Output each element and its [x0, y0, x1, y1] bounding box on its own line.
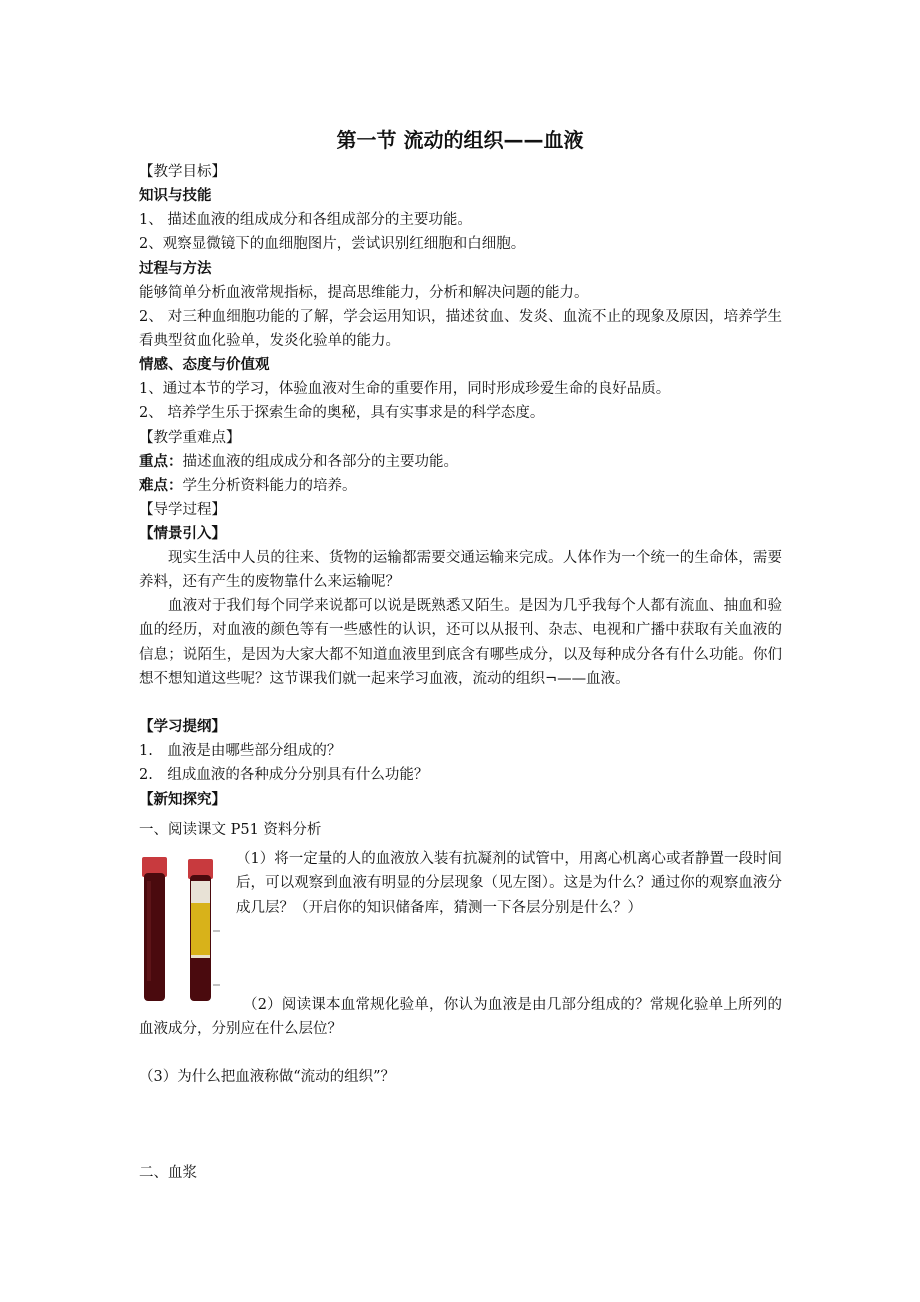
section-heading: 二、血浆: [139, 1165, 197, 1181]
knowledge-header: 知识与技能: [139, 188, 212, 204]
question-1: （1）将一定量的人的血液放入装有抗凝剂的试管中，用离心机离心或者静置一段时间后，可以观察到血液有明显的分层现象（见左图）。这是为什么？通过你的观察血液分成几层？（开启你的知识储备库，猜测一下各层分别是什么？）: [236, 851, 782, 916]
buffy-coat-layer: [191, 955, 210, 958]
goals-header: 【教学目标】: [139, 164, 226, 180]
emotion-header: 情感、态度与价值观: [139, 357, 270, 373]
key-label: 重点：: [139, 454, 183, 470]
guide-header: 【导学过程】: [139, 502, 226, 518]
process-line: 能够简单分析血液常规指标，提高思维能力，分析和解决问题的能力。: [139, 285, 589, 301]
knowledge-item: 2、观察显微镜下的血细胞图片，尝试识别红细胞和白细胞。: [139, 236, 526, 252]
section-heading: 一、阅读课文 P51 资料分析: [139, 822, 322, 838]
difficult-label: 难点：: [139, 478, 183, 494]
scene-paragraph: 现实生活中人员的往来、货物的运输都需要交通运输来完成。人体作为一个统一的生命体，需要养料，还有产生的废物靠什么来运输呢？: [139, 550, 782, 591]
emotion-item: 1、通过本节的学习，体验血液对生命的重要作用，同时形成珍爱生命的良好品质。: [139, 381, 671, 397]
question-3: （3）为什么把血液称做“流动的组织”？: [139, 1069, 396, 1085]
key-point: [139, 452, 458, 472]
plasma-layer: [191, 903, 210, 955]
page-title: 第一节 流动的组织——血液: [336, 128, 584, 152]
emotion-item: 2、 培养学生乐于探索生命的奥秘，具有实事求是的科学态度。: [139, 405, 545, 421]
outline-header: 【学习提纲】: [139, 719, 226, 735]
difficult-point: [139, 476, 357, 496]
question-2: （2）阅读课本血常规化验单，你认为血液是由几部分组成的？常规化验单上所列的血液成分，分别应在什么层位？: [139, 997, 782, 1038]
outline-item: 1. 血液是由哪些部分组成的？: [139, 743, 342, 759]
key-text: 描述血液的组成成分和各部分的主要功能。: [182, 454, 458, 470]
blood-test-tubes-image: [138, 855, 233, 1005]
difficult-text: 学生分析资料能力的培养。: [182, 478, 357, 494]
process-item: 2、 对三种血细胞功能的了解，学会运用知识，描述贫血、发炎、血流不止的现象及原因，培养学生看典型贫血化验单，发炎化验单的能力。: [139, 309, 782, 350]
knowledge-item: 1、 描述血液的组成成分和各组成部分的主要功能。: [139, 212, 472, 228]
key-header: 【教学重难点】: [139, 430, 241, 446]
scene-header: 【情景引入】: [139, 526, 226, 542]
outline-item: 2. 组成血液的各种成分分别具有什么功能？: [139, 767, 429, 783]
process-header: 过程与方法: [139, 261, 212, 277]
scene-paragraph: 血液对于我们每个同学来说都可以说是既熟悉又陌生。是因为几乎我每个人都有流血、抽血和验血的经历，对血液的颜色等有一些感性的认识，还可以从报刊、杂志、电视和广播中获取有关血液的信息；说陌生，是因为大家大都不知道血液里到底含有哪些成分，以及每种成分各有什么功能。你们想不想知道这些呢？这节课我们就一起来学习血液，流动的组织¬——血液。: [139, 598, 782, 687]
tube-empty-top: [191, 881, 210, 903]
explore-header: 【新知探究】: [139, 792, 226, 808]
